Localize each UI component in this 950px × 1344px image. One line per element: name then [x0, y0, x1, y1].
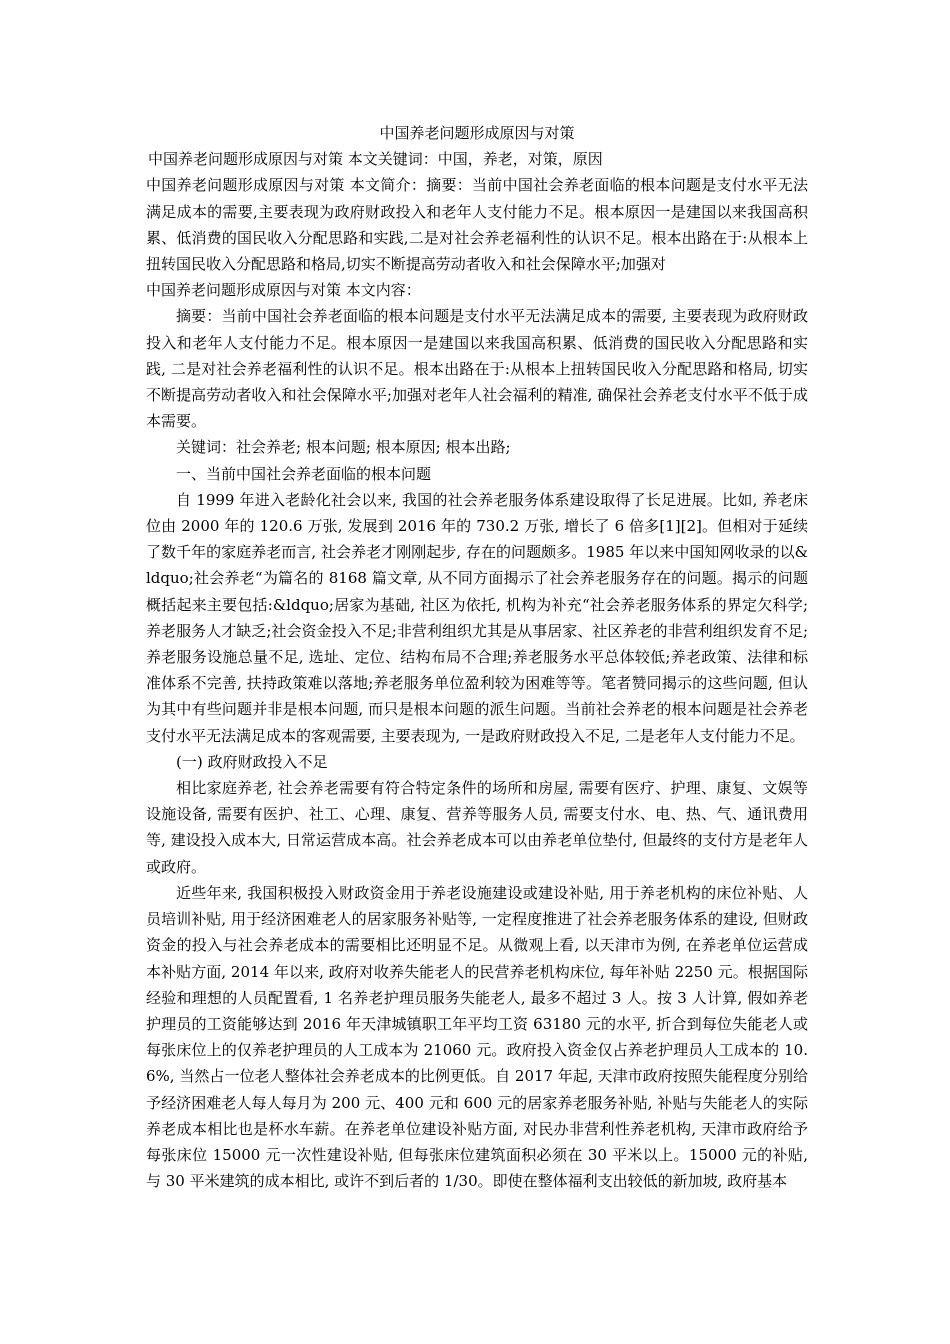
intro-line: 中国养老问题形成原因与对策 本文简介：摘要：当前中国社会养老面临的根本问题是支付水平无法满足成本的需要,主要表现为政府财政投入和老年人支付能力不足。根本原因一是建国以来我国高积累、低消费的国民收入分配思路和实践,二是对社会养老福利性的认识不足。根本出路在于:从根本上扭转国民收入分配思路和格局,切实不断提高劳动者收入和社会保障水平;加强对 [146, 176, 808, 274]
document-page [146, 120, 808, 1194]
subsection-heading: (一) 政府财政投入不足 [176, 752, 328, 771]
body-paragraph: 近些年来, 我国积极投入财政资金用于养老设施建设或建设补贴, 用于养老机构的床位补贴、人员培训补贴, 用于经济困难老人的居家服务补贴等, 一定程度推进了社会养老服务体系的建设, 但财政资金的投入与社会养老成本的需要相比还明显不足。从微观上看, 以天津市为例, 在养老单位运营成本补贴方面, 2014 年以来, 政府对收养失能老人的民营养老机构床位, 每年补贴 2250 元。根据国际经验和理想的人员配置看, 1 名养老护理员服务失能老人, 最多不超过 3 人。按 3 人计算, 假如养老护理员的工资能够达到 2016 年天津城镇职工年平均工资 63180 元的水平, 折合到每位失能老人或每张床位上的仅养老护理员的人工成本为 21060 元。政府投入资金仅占养老护理员人工成本的 10.6%, 当然占一位老人整体社会养老成本的比例更低。自 2017 年起, 天津市政府按照失能程度分别给予经济困难老人每人每月为 200 元、400 元和 600 元的居家养老服务补贴, 补贴与失能老人的实际养老成本相比也是杯水车薪。在养老单位建设补贴方面, 对民办非营利性养老机构, 天津市政府给予每张床位 15000 元一次性建设补贴, 但每张床位建筑面积必须在 30 平米以上。15000 元的补贴, 与 30 平米建筑的成本相比, 或许不到后者的 1/30。即使在整体福利支出较低的新加坡, 政府基本 [146, 883, 808, 1191]
body-paragraph: 相比家庭养老, 社会养老需要有符合特定条件的场所和房屋, 需要有医疗、护理、康复、文娱等设施设备, 需要有医护、社工、心理、康复、营养等服务人员, 需要支付水、电、热、气、通讯费用等, 建设投入成本大, 日常运营成本高。社会养老成本可以由养老单位垫付, 但最终的支付方是老年人或政府。 [146, 779, 808, 876]
content-line: 中国养老问题形成原因与对策 本文内容： [146, 281, 421, 300]
abstract-paragraph: 摘要：当前中国社会养老面临的根本问题是支付水平无法满足成本的需要, 主要表现为政府财政投入和老年人支付能力不足。根本原因一是建国以来我国高积累、低消费的国民收入分配思路和实践, 二是对社会养老福利性的认识不足。根本出路在于:从根本上扭转国民收入分配思路和格局, 切实不断提高劳动者收入和社会保障水平;加强对老年人社会福利的精准, 确保社会养老支付水平不低于成本需要。 [146, 307, 808, 431]
section-heading: 一、当前中国社会养老面临的根本问题 [176, 464, 432, 483]
keywords-paragraph: 关键词：社会养老; 根本问题; 根本原因; 根本出路; [176, 438, 511, 457]
keywords-line: 中国养老问题形成原因与对策 本文关键词：中国，养老，对策，原因 [148, 150, 603, 169]
document-title: 中国养老问题形成原因与对策 [379, 124, 575, 142]
body-paragraph: 自 1999 年进入老龄化社会以来, 我国的社会养老服务体系建设取得了长足进展。比如, 养老床位由 2000 年的 120.6 万张, 发展到 2016 年的 730.2 万张, 增长了 6 倍多[1][2]。但相对于延续了数千年的家庭养老而言, 社会养老才刚刚起步, 存在的问题颇多。1985 年以来中国知网收录的以&ldquo;社会养老“为篇名的 8168 篇文章, 从不同方面揭示了社会养老服务存在的问题。揭示的问题概括起来主要包括:&ldquo;居家为基础, 社区为依托, 机构为补充“社会养老服务体系的界定欠科学;养老服务人才缺乏;社会资金投入不足;非营利组织尤其是从事居家、社区养老的非营利组织发育不足;养老服务设施总量不足, 选址、定位、结构布局不合理;养老服务水平总体较低;养老政策、法律和标准体系不完善, 扶持政策难以落地;养老服务单位盈利较为困难等等。笔者赞同揭示的这些问题, 但认为其中有些问题并非是根本问题, 而只是根本问题的派生问题。当前社会养老的根本问题是社会养老支付水平无法满足成本的客观需要, 主要表现为, 一是政府财政投入不足, 二是老年人支付能力不足。 [146, 490, 808, 745]
